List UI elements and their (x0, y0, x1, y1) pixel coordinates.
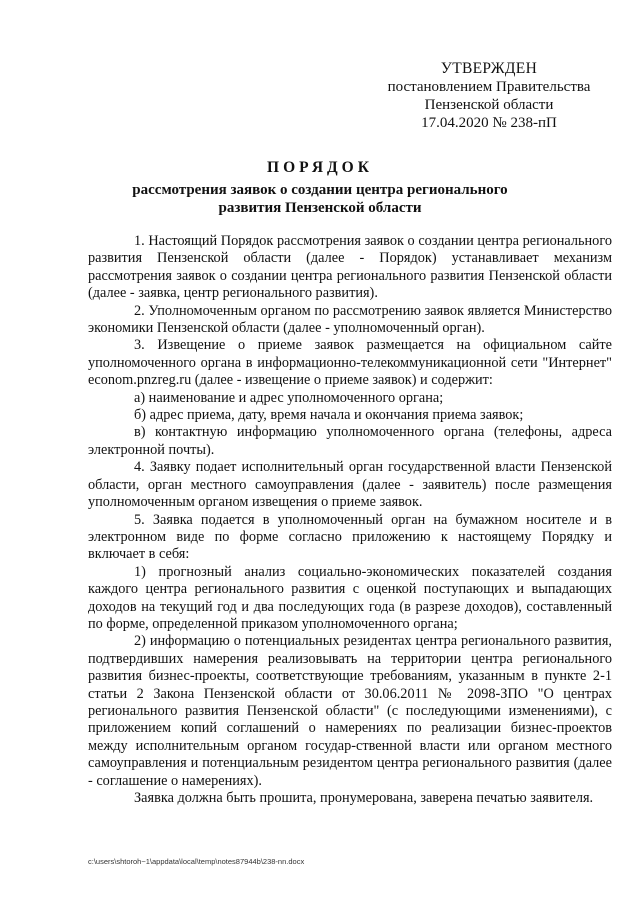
list-item-1: 1) прогнозный анализ социально-экономических показателей создания каждого центра регионального развития с оценкой поступающих и выпадающих доходов на текущий год и два последующих года (в разрезе доходов), составленный по форме, определенной приказом уполномоченного органа; (88, 563, 612, 632)
approval-line-2: Пензенской области (424, 97, 554, 113)
paragraph-4: 4. Заявку подает исполнительный орган государственной власти Пензенской области, орган местного самоуправления (далее - заявитель) после размещения уполномоченным органом извещения о приеме заявок. (88, 459, 612, 511)
paragraph-5: 5. Заявка подается в уполномоченный орган на бумажном носителе и в электронном виде по форме согласно приложению к настоящему Порядку и включает в себя: (88, 511, 612, 563)
document-subtitle-line-1: рассмотрения заявок о создании центра регионального (132, 182, 508, 198)
list-item-c: в) контактную информацию уполномоченного органа (телефоны, адреса электронной почты). (88, 424, 612, 458)
approval-line-3: 17.04.2020 № 238-пП (421, 115, 557, 131)
paragraph-2: 2. Уполномоченным органом по рассмотрению заявок является Министерство экономики Пензенской области (далее - уполномоченный орган). (88, 302, 612, 337)
list-item-2: 2) информацию о потенциальных резидентах центра регионального развития, подтвердивших намерения реализовывать на территории центра регионального развития бизнес-проекты, соответствующие требованиям, указанным в пункте 2-1 статьи 2 Закона Пензенской области от 30.06.2011 № 2098-ЗПО "О центрах регионального развития Пензенской области" (с последующими изменениями), с приложением копий соглашений о намерениях по реализации бизнес-проектов между исполнительным органом государ-ственной власти или органом местного самоуправления и потенциальным резидентом центра регионального развития (далее - соглашение о намерениях). (88, 633, 612, 789)
approval-block (378, 60, 600, 132)
closing-paragraph: Заявка должна быть прошита, пронумерована, заверена печатью заявителя. (134, 790, 594, 806)
approval-title: УТВЕРЖДЕН (440, 60, 538, 77)
document-body (88, 233, 612, 807)
approval-line-1: постановлением Правительства (387, 79, 591, 95)
file-path-footer: c:\users\shtoroh~1\appdata\local\temp\notes87944b\238-nn.docx (88, 857, 305, 866)
document-subtitle-line-2: развития Пензенской области (218, 200, 422, 216)
document-heading: ПОРЯДОК (267, 159, 373, 176)
paragraph-3: 3. Извещение о приеме заявок размещается на официальном сайте уполномоченного органа в информационно-телекоммуникационной сети "Интернет" econom.pnzreg.ru (далее - извещение о приеме заявок) и содержит: (88, 337, 612, 389)
list-item-b: б) адрес приема, дату, время начала и окончания приема заявок; (134, 407, 524, 424)
document-title (90, 159, 550, 217)
list-item-a: а) наименование и адрес уполномоченного органа; (134, 389, 444, 406)
paragraph-1: 1. Настоящий Порядок рассмотрения заявок о создании центра регионального развития Пензенской области (далее - Порядок) устанавливает механизм рассмотрения заявок о создании центра регионального развития Пензенской области (далее - заявка, центр регионального развития). (88, 233, 612, 302)
